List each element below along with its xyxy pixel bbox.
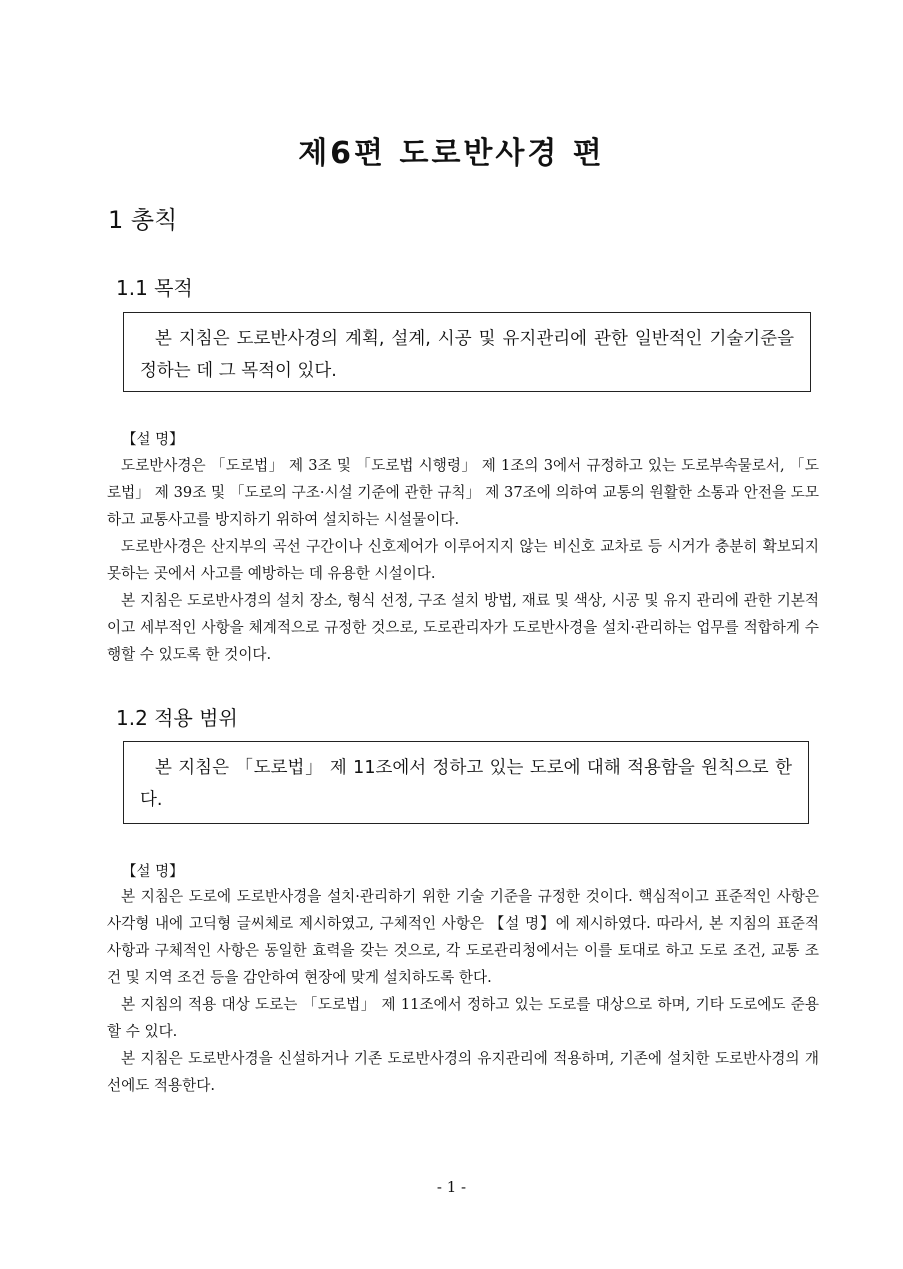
paragraph: 본 지침은 도로반사경의 설치 장소, 형식 선정, 구조 설치 방법, 재료 및 색상, 시공 및 유지 관리에 관한 기본적이고 세부적인 사항을 체계적으로 규정한 것으로, 도로관리자가 도로반사경을 설치·관리하는 업무를 적합하게 수행할 수 있도록 한 것이다. xyxy=(107,592,819,663)
explanation-label-2: 【설 명】 xyxy=(122,864,184,880)
subsection-heading-scope: 1.2 적용 범위 xyxy=(116,706,238,730)
section-heading-general: 1 총칙 xyxy=(108,206,178,234)
explanation-label-1: 【설 명】 xyxy=(122,432,184,448)
subsection-heading-purpose: 1.1 목적 xyxy=(116,276,193,300)
scope-box-text: 본 지침은 「도로법」 제 11조에서 정하고 있는 도로에 대해 적용함을 원칙으로 한다. xyxy=(140,758,792,810)
paragraph: 본 지침은 도로에 도로반사경을 설치·관리하기 위한 기술 기준을 규정한 것이다. 핵심적이고 표준적인 사항은 사각형 내에 고딕형 글씨체로 제시하였고, 구체적인 사항은 【설 명】에 제시하였다. 따라서, 본 지침의 표준적 사항과 구체적인 사항은 동일한 효력을 갖는 것으로, 각 도로관리청에서는 이를 토대로 하고 도로 조건, 교통 조건 및 지역 조건 등을 감안하여 현장에 맞게 설치하도록 한다. xyxy=(107,888,819,986)
explanation-body-2 xyxy=(107,883,819,1099)
page-title: 제6편 도로반사경 편 xyxy=(298,136,605,171)
purpose-box xyxy=(123,312,811,392)
paragraph: 도로반사경은 산지부의 곡선 구간이나 신호제어가 이루어지지 않는 비신호 교차로 등 시거가 충분히 확보되지 못하는 곳에서 사고를 예방하는 데 유용한 시설이다. xyxy=(107,538,819,582)
purpose-box-text: 본 지침은 도로반사경의 계획, 설계, 시공 및 유지관리에 관한 일반적인 기술기준을 정하는 데 그 목적이 있다. xyxy=(140,329,794,381)
paragraph: 본 지침은 도로반사경을 신설하거나 기존 도로반사경의 유지관리에 적용하며, 기존에 설치한 도로반사경의 개선에도 적용한다. xyxy=(107,1050,819,1094)
explanation-body-1 xyxy=(107,452,819,668)
paragraph: 본 지침의 적용 대상 도로는 「도로법」 제 11조에서 정하고 있는 도로를 대상으로 하며, 기타 도로에도 준용할 수 있다. xyxy=(107,996,819,1040)
paragraph: 도로반사경은 「도로법」 제 3조 및 「도로법 시행령」 제 1조의 3에서 규정하고 있는 도로부속물로서, 「도로법」 제 39조 및 「도로의 구조·시설 기준에 관한 규칙」 제 37조에 의하여 교통의 원활한 소통과 안전을 도모하고 교통사고를 방지하기 위하여 설치하는 시설물이다. xyxy=(107,457,819,528)
page-number: - 1 - xyxy=(436,1178,467,1196)
scope-box xyxy=(123,741,809,824)
